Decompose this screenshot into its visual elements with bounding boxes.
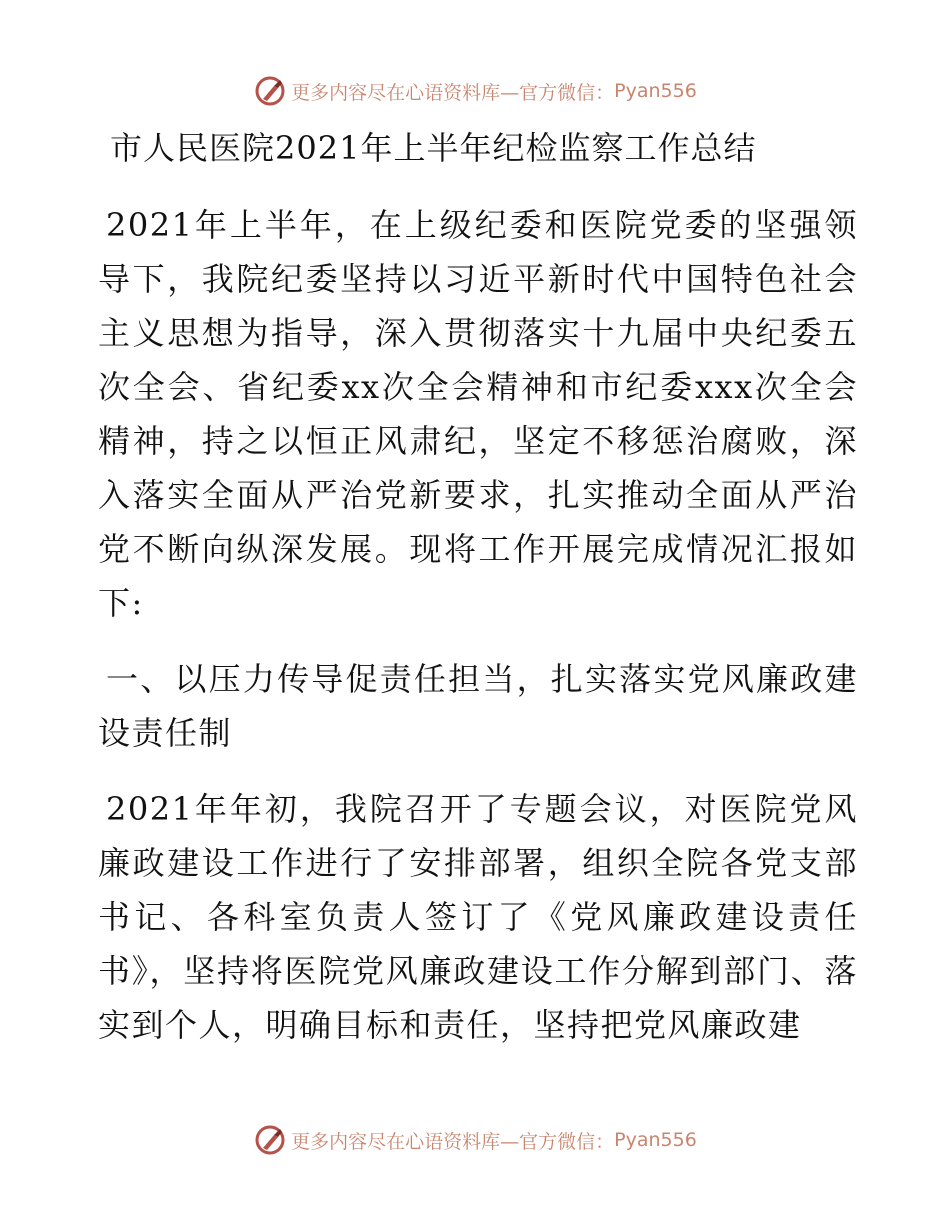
footer-banner bbox=[0, 1120, 950, 1160]
pen-nib-logo-icon bbox=[253, 74, 287, 108]
section-heading: 一、以压力传导促责任担当，扎实落实党风廉政建设责任制 bbox=[98, 660, 858, 752]
document-body bbox=[98, 124, 858, 1052]
wechat-id: Pyan556 bbox=[614, 80, 697, 102]
wechat-id: Pyan556 bbox=[614, 1129, 697, 1151]
banner-text: 更多内容尽在心语资料库—官方微信： bbox=[291, 1130, 615, 1153]
pen-nib-logo-icon bbox=[253, 1123, 287, 1157]
paragraph: 2021年年初，我院召开了专题会议，对医院党风廉政建设工作进行了安排部署，组织全院各党支部书记、各科室负责人签订了《党风廉政建设责任书》，坚持将医院党风廉政建设工作分解到部门、落实到个人，明确目标和责任，坚持把党风廉政建 bbox=[98, 790, 858, 1044]
paragraph: 2021年上半年，在上级纪委和医院党委的坚强领导下，我院纪委坚持以习近平新时代中国特色社会主义思想为指导，深入贯彻落实十九届中央纪委五次全会、省纪委xx次全会精神和市纪委xxx次全会精神，持之以恒正风肃纪，坚定不移惩治腐败，深入落实全面从严治党新要求，扎实推动全面从严治党不断向纵深发展。现将工作开展完成情况汇报如下: bbox=[98, 206, 858, 622]
document-title: 市人民医院2021年上半年纪检监察工作总结 bbox=[110, 129, 757, 167]
header-banner bbox=[0, 71, 950, 111]
banner-text: 更多内容尽在心语资料库—官方微信： bbox=[291, 81, 615, 104]
